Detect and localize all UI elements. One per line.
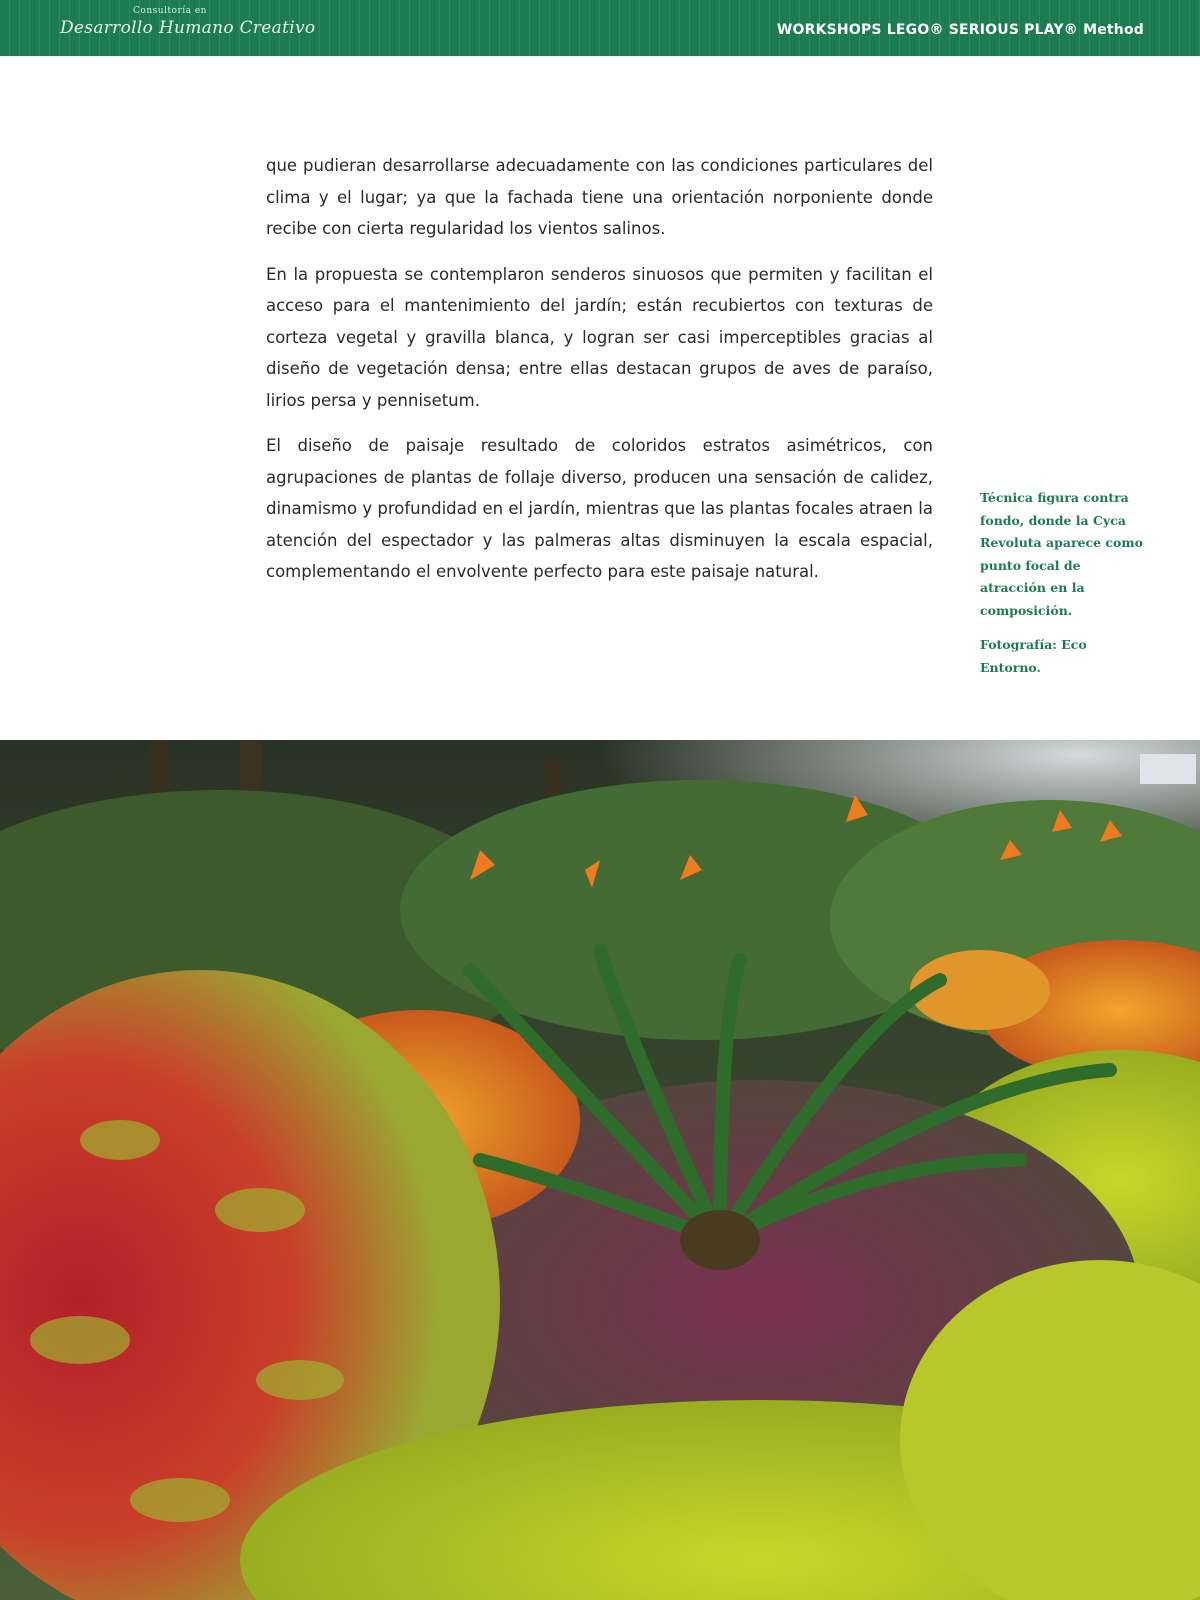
article-body (266, 150, 933, 602)
paragraph: El diseño de paisaje resultado de coloridos estratos asimétricos, con agrupaciones de plantas de follaje diverso, producen una sensación de calidez, dinamismo y profundidad en el jardín, mientras que las plantas focales atraen la atención del espectador y las palmeras altas disminuyen la escala espacial, complementando el envolvente perfecto para este paisaje natural. (266, 436, 933, 581)
paragraph: En la propuesta se contemplaron senderos sinuosos que permiten y facilitan el acceso para el mantenimiento del jardín; están recubiertos con texturas de corteza vegetal y gravilla blanca, y logran ser casi imperceptibles gracias al diseño de vegetación densa; entre ellas destacan grupos de aves de paraíso, lirios persa y pennisetum. (266, 264, 933, 410)
photo-caption (980, 487, 1150, 691)
garden-illustration (0, 740, 1200, 1600)
brand-subtitle: Consultoría en (133, 6, 207, 16)
caption-text: Técnica figura contra fondo, donde la Cyca Revoluta aparece como punto focal de atracción en la composición. (980, 490, 1143, 618)
paragraph: que pudieran desarrollarse adecuadamente con las condiciones particulares del clima y el lugar; ya que la fachada tiene una orientación norponiente donde recibe con cierta regularidad los vientos salinos. (266, 156, 933, 238)
garden-photo (0, 740, 1200, 1600)
photo-credit: Fotografía: Eco Entorno. (980, 637, 1087, 675)
page-header (0, 0, 1200, 56)
brand-logo (60, 6, 360, 38)
section-title: WORKSHOPS LEGO® SERIOUS PLAY® Method (776, 22, 1144, 38)
brand-title: Desarrollo Humano Creativo (60, 18, 316, 38)
